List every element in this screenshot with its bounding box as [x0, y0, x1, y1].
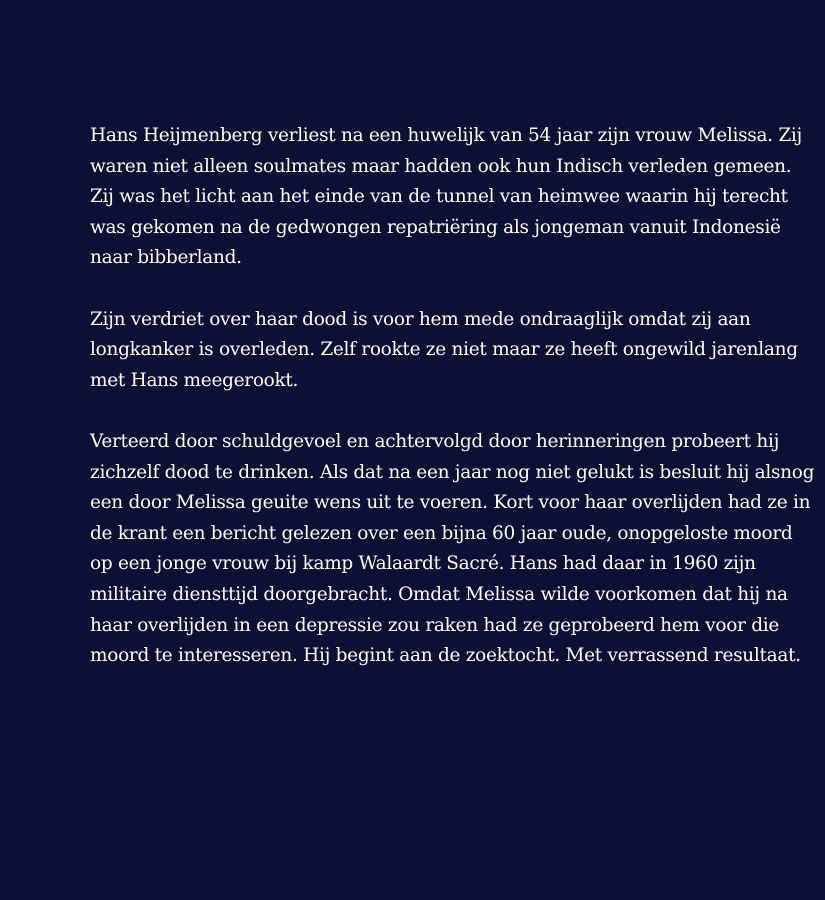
book-description	[90, 121, 820, 672]
paragraph-grief: Zijn verdriet over haar dood is voor hem mede ondraaglijk omdat zij aan longkanker is overleden. Zelf rookte ze niet maar ze heeft ongewild jarenlang met Hans meegerookt.	[90, 308, 798, 391]
paragraph-search: Verteerd door schuldgevoel en achtervolgd door herinneringen probeert hij zichzelf dood te drinken. Als dat na een jaar nog niet gelukt is besluit hij alsnog een door Melissa geuite wens uit te voeren. Kort voor haar overlijden had ze in de krant een bericht gelezen over een bijna 60 jaar oude, onopgeloste moord op een jonge vrouw bij kamp Walaardt Sacré. Hans had daar in 1960 zijn militaire diensttijd doorgebracht. Omdat Melissa wilde voorkomen dat hij na haar overlijden in een depressie zou raken had ze geprobeerd hem voor die moord te interesseren. Hij begint aan de zoektocht. Met verrassend resultaat.	[90, 430, 815, 667]
paragraph-intro: Hans Heijmenberg verliest na een huwelijk van 54 jaar zijn vrouw Melissa. Zij waren niet alleen soulmates maar hadden ook hun Indisch verleden gemeen. Zij was het licht aan het einde van de tunnel van heimwee waarin hij terecht was gekomen na de gedwongen repatriëring als jongeman vanuit Indonesië naar bibberland.	[90, 125, 802, 269]
